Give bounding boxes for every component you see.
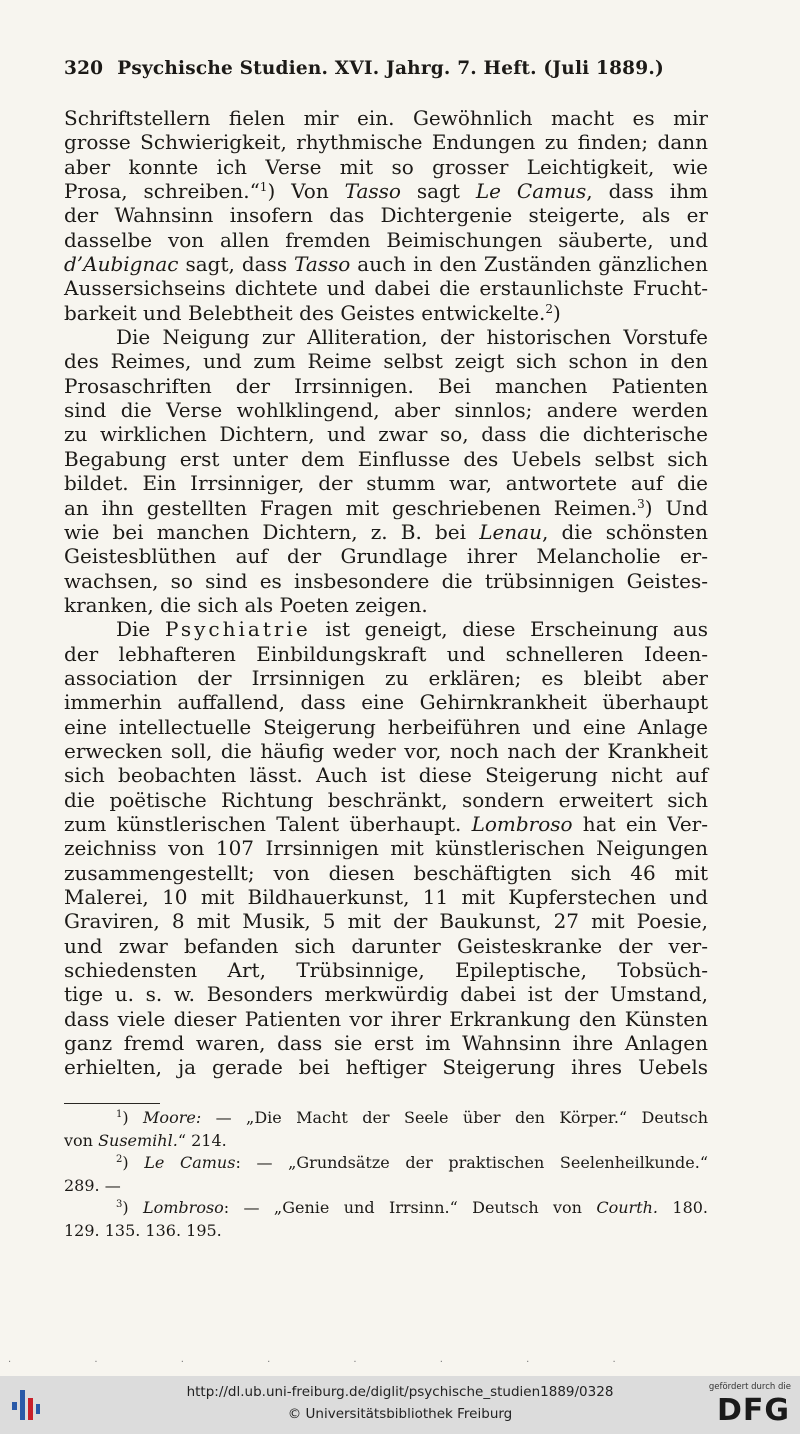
text-line: immerhin auffallend, dass eine Gehirnkrankheit überhaupt xyxy=(64,690,708,715)
text-line: des Reimes, und zum Reime selbst zeigt sich schon in den xyxy=(64,349,708,374)
text-line: Prosa, schreiben.“$^1$) Von Tasso sagt Le Camus, dass ihm xyxy=(64,179,709,204)
footnote-3-cont: 129. 135. 136. 195. xyxy=(64,1220,222,1240)
footnote-2-cont: 289. — xyxy=(64,1175,121,1195)
dfg-logo: DFG xyxy=(716,1393,790,1428)
page-number: 320 xyxy=(64,58,104,79)
footnote-ref: 1 xyxy=(259,180,268,195)
text-line: wie bei manchen Dichtern, z. B. bei Lenau, die schönsten xyxy=(64,519,708,544)
footnote-1: $^1$) Moore: — „Die Macht der Seele über den Körper.“ Deutsch xyxy=(116,1108,709,1127)
scan-specks: · · · · · · · · xyxy=(8,1357,656,1368)
text-line: und zwar befanden sich darunter Geisteskranke der ver- xyxy=(64,933,708,958)
text-line: der lebhafteren Einbildungskraft und schnelleren Ideen- xyxy=(64,641,708,666)
text-line: erwecken soll, die häufig weder vor, noch nach der Krankheit xyxy=(64,738,708,763)
text-line: Graviren, 8 mit Musik, 5 mit der Baukunst, 27 mit Poesie, xyxy=(64,909,708,934)
text-line: erhielten, ja gerade bei heftiger Steigerung ihres Uebels xyxy=(64,1055,708,1080)
text-line: dasselbe von allen fremden Beimischungen säuberte, und xyxy=(64,227,708,252)
footnote-divider xyxy=(64,1103,160,1104)
permalink-url[interactable]: http://dl.ub.uni-freiburg.de/diglit/psychische_studien1889/0328 xyxy=(186,1384,614,1400)
text-line: Geistesblüthen auf der Grundlage ihrer Melancholie er- xyxy=(64,544,708,569)
running-header xyxy=(64,58,714,79)
footnote-ref: 3 xyxy=(637,496,645,511)
text-line: eine intellectuelle Steigerung herbeiführen und eine Anlage xyxy=(64,714,708,739)
viewer-footer xyxy=(0,1376,800,1434)
running-title: Psychische Studien. XVI. Jahrg. 7. Heft. (Juli 1889.) xyxy=(117,58,664,79)
text-line: dass viele dieser Patienten vor ihrer Erkrankung den Künsten xyxy=(64,1006,708,1031)
text-line: sind die Verse wohlklingend, aber sinnlos; andere werden xyxy=(64,398,708,423)
text-line: wachsen, so sind es insbesondere die trübsinnigen Geistes- xyxy=(64,568,708,593)
text-line: an ihn gestellten Fragen mit geschriebenen Reimen.$^3$) Und xyxy=(64,495,708,520)
copyright-notice: © Universitätsbibliothek Freiburg xyxy=(287,1406,513,1422)
text-line: aber konnte ich Verse mit so grosser Leichtigkeit, wie xyxy=(64,154,708,179)
text-line: association der Irrsinnigen zu erklären; es bleibt aber xyxy=(64,665,708,690)
text-line: zu wirklichen Dichtern, und zwar so, dass die dichterische xyxy=(64,422,708,447)
footnote-1-cont: von Susemihl.“ 214. xyxy=(64,1130,227,1150)
body-text xyxy=(64,106,708,1080)
funded-by-label: gefördert durch die xyxy=(708,1382,791,1392)
text-line: schiedensten Art, Trübsinnige, Epileptische, Tobsüch- xyxy=(64,958,708,983)
text-line: barkeit und Belebtheit des Geistes entwickelte.$^2$) xyxy=(64,300,561,325)
text-line: kranken, die sich als Poeten zeigen. xyxy=(64,592,428,617)
text-line: Schriftstellern fielen mir ein. Gewöhnlich macht es mir xyxy=(64,106,708,130)
text-line: zeichniss von 107 Irrsinnigen mit künstlerischen Neigungen xyxy=(64,836,708,861)
university-library-logo-icon xyxy=(10,1386,42,1424)
text-line: ganz fremd waren, dass sie erst im Wahnsinn ihre Anlagen xyxy=(64,1031,708,1056)
text-line: Die Psychiatrie ist geneigt, diese Erscheinung aus xyxy=(116,617,708,642)
text-line: Prosaschriften der Irrsinnigen. Bei manchen Patienten xyxy=(64,373,708,398)
footnote-3: $^3$) Lombroso: — „Genie und Irrsinn.“ Deutsch von Courth. 180. xyxy=(116,1198,709,1218)
text-line: sich beobachten lässt. Auch ist diese Steigerung nicht auf xyxy=(64,763,708,788)
text-line: Malerei, 10 mit Bildhauerkunst, 11 mit Kupferstechen und xyxy=(64,885,708,909)
text-line: Begabung erst unter dem Einflusse des Uebels selbst sich xyxy=(64,446,708,471)
text-line: tige u. s. w. Besonders merkwürdig dabei ist der Umstand, xyxy=(64,982,708,1007)
text-line: Die Neigung zur Alliteration, der historischen Vorstufe xyxy=(116,325,708,350)
text-line: grosse Schwierigkeit, rhythmische Endungen zu finden; dann xyxy=(64,130,708,155)
text-line: Aussersichseins dichtete und dabei die erstaunlichste Frucht- xyxy=(64,276,708,301)
footnote-ref: 2 xyxy=(545,301,553,316)
text-line: zum künstlerischen Talent überhaupt. Lombroso hat ein Ver- xyxy=(64,811,708,836)
footnotes xyxy=(64,1107,708,1243)
text-line: der Wahnsinn insofern das Dichtergenie steigerte, als er xyxy=(64,203,708,228)
text-line: d’Aubignac sagt, dass Tasso auch in den Zuständen gänzlichen xyxy=(64,252,708,277)
text-line: zusammengestellt; von diesen beschäftigten sich 46 mit xyxy=(64,860,708,885)
footnote-2: $^2$) Le Camus: — „Grundsätze der praktischen Seelenheilkunde.“ xyxy=(116,1153,709,1173)
text-line: die poëtische Richtung beschränkt, sondern erweitert sich xyxy=(64,787,708,812)
text-line: bildet. Ein Irrsinniger, der stumm war, antwortete auf die xyxy=(64,471,708,496)
